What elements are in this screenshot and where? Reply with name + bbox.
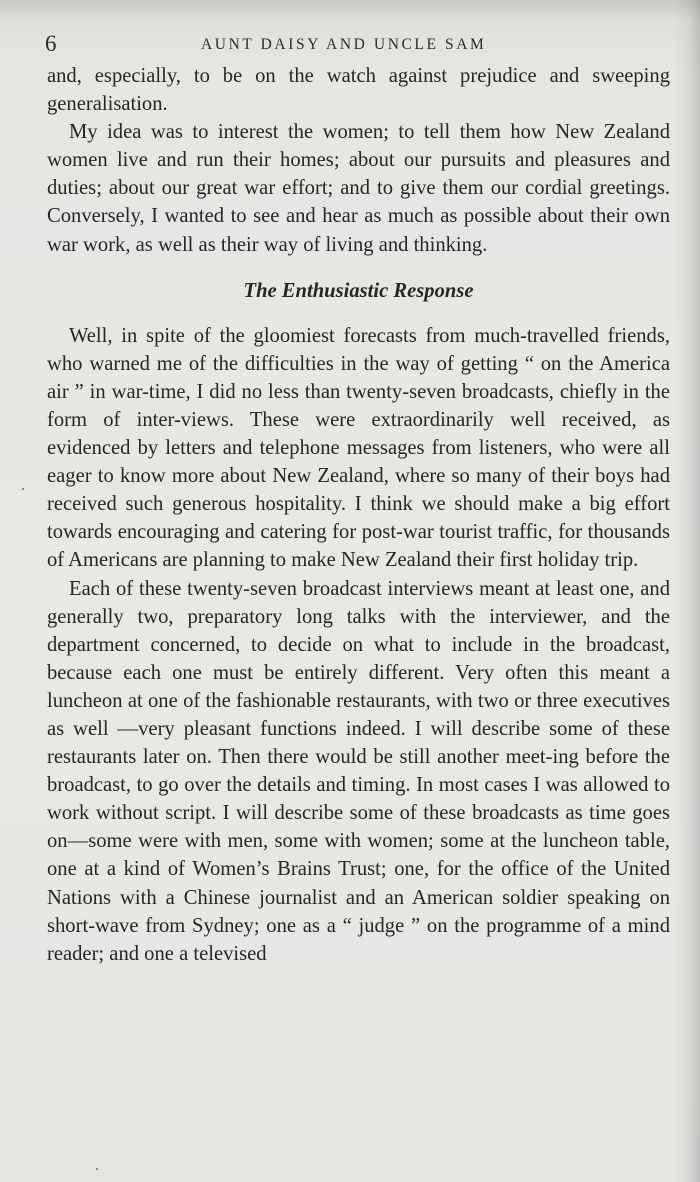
paragraph-my-idea: My idea was to interest the women; to tell them how New Zealand women live and run their homes; about our pursuits and pleasures and duties; about our great war effort; and to give them our cordial greetings. Conversely, I wanted to see and hear as much as possible about their own war work, as well as their way of living and thinking.: [47, 121, 670, 256]
page-gutter-shadow: [674, 0, 700, 1182]
running-head: [45, 30, 671, 58]
paper-speck: [96, 1168, 98, 1170]
page-number: 6: [45, 31, 57, 56]
section-subheading: The Enthusiastic Response: [243, 279, 474, 302]
paragraph-well-in-spite: Well, in spite of the gloomiest forecasts from much-travelled friends, who warned me of the difficulties in the way of getting “ on the America air ” in war-time, I did no less than twenty-seven broadcasts, chiefly in the form of inter-views. These were extraordinarily well received, as evidenced by letters and telephone messages from listeners, who were all eager to know more about New Zealand, where so many of their boys had received such generous hospitality. I think we should make a big effort towards encouraging and catering for post-war tourist traffic, for thousands of Americans are planning to make New Zealand their first holiday trip.: [47, 324, 670, 572]
paragraph-each-of-these: Each of these twenty-seven broadcast interviews meant at least one, and generally two, preparatory long talks with the interviewer, and the department concerned, to decide on what to include in the broadcast, because each one must be entirely different. Very often this meant a luncheon at one of the fashionable restaurants, with two or three executives as well —very pleasant functions indeed. I will describe some of these restaurants later on. Then there would be still another meet-ing before the broadcast, to go over the details and timing. In most cases I was allowed to work without script. I will describe some of these broadcasts as time goes on—some were with men, some with women; some at the luncheon table, one at a kind of Women’s Brains Trust; one, for the office of the United Nations with a Chinese journalist and an American soldier speaking on short-wave from Sydney; one as a “ judge ” on the programme of a mind reader; and one a televised: [47, 577, 670, 965]
paragraph-continued: and, especially, to be on the watch against prejudice and sweeping generalisation.: [47, 65, 670, 116]
page-top-shadow: [0, 0, 700, 20]
running-head-title: AUNT DAISY AND UNCLE SAM: [201, 36, 487, 53]
paper-speck: [22, 488, 24, 490]
body-text: [47, 62, 670, 968]
